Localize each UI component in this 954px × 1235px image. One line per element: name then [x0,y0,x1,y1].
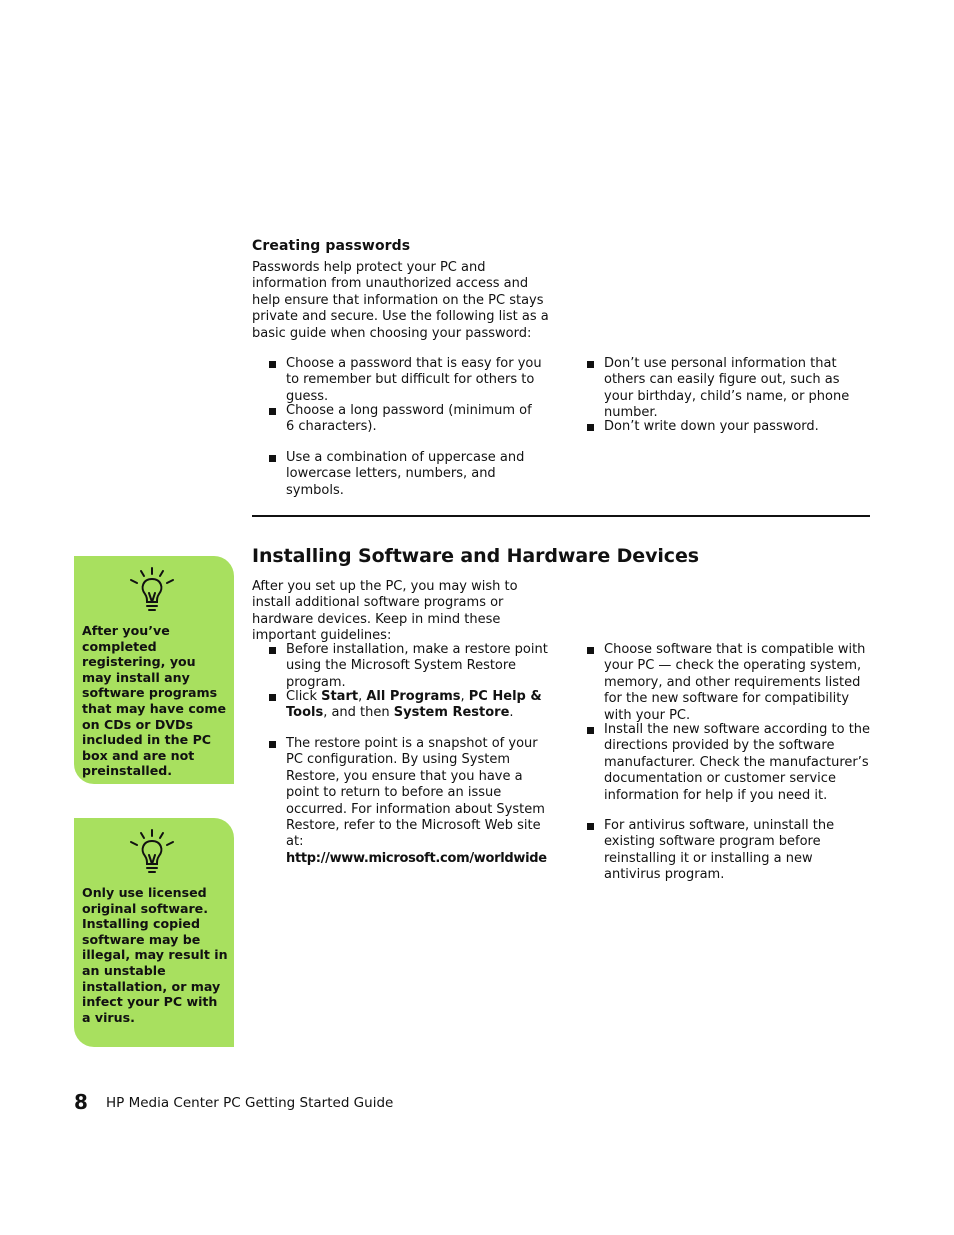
list-item: Before installation, make a restore point using the Microsoft System Restore program. [286,642,552,691]
page-number: 8 [74,1090,88,1114]
installing-heading: Installing Software and Hardware Devices [252,545,699,567]
bullet-square-icon [269,361,276,368]
installing-intro: After you set up the PC, you may wish to install additional software programs or hardware devices. Keep in mind these important guidelines: [252,579,518,644]
tip-text: Only use licensed original software. Installing copied software may be illegal, may result in an unstable installation, or may infect your PC with a virus. [82,885,228,1025]
bullet-square-icon [269,741,276,748]
list-item: Choose a long password (minimum of 6 characters). [286,403,542,436]
bullet-square-icon [269,647,276,654]
bullet-square-icon [269,408,276,415]
bullet-square-icon [269,694,276,701]
bullet-square-icon [587,361,594,368]
list-item: Don’t use personal information that others can easily figure out, such as your birthday, child’s name, or phone number. [604,356,872,422]
list-item: Choose software that is compatible with your PC — check the operating system, memory, and other requirements listed for the new software for compatibility with your PC. [604,642,872,724]
bullet-square-icon [587,647,594,654]
menu-path-all-programs: All Programs [366,689,461,704]
tip-box [74,556,234,784]
list-item: Click Start, All Programs, PC Help & Tools, and then System Restore. [286,689,552,722]
tip-box [74,818,234,1047]
bullet-square-icon [269,455,276,462]
lightbulb-icon [128,828,176,878]
list-item: Install the new software according to the directions provided by the software manufacturer. Check the manufacturer’s documentation or customer service information for help if you need it. [604,722,872,804]
list-item: For antivirus software, uninstall the existing software program before reinstalling it or installing a new antivirus program. [604,818,872,884]
lightbulb-icon [128,566,176,616]
tip-text: After you’ve completed registering, you may install any software programs that may have come on CDs or DVDs included in the PC box and are not preinstalled. [82,623,227,779]
list-item: Use a combination of uppercase and lowercase letters, numbers, and symbols. [286,450,542,499]
list-item: Choose a password that is easy for you to remember but difficult for others to guess. [286,356,542,405]
microsoft-url-link[interactable]: http://www.microsoft.com/worldwide [286,850,547,866]
menu-path-pc-help-tools: PC Help & Tools [286,689,542,721]
menu-path-system-restore: System Restore [393,705,510,721]
list-item: The restore point is a snapshot of your PC configuration. By using System Restore, you ensure that you have a point to return to before an issue occurred. For information about System Restore, refer to the Microsoft Web site at: http://www.microsoft.com/worldwide [286,736,552,867]
bullet-square-icon [587,424,594,431]
section-divider [252,515,870,517]
passwords-intro: Passwords help protect your PC and information from unauthorized access and help ensure that information on the PC stays private and secure. Use the following list as a basic guide when choosing your password: [252,260,549,341]
list-item: Don’t write down your password. [604,419,872,435]
bullet-square-icon [587,823,594,830]
footer-title: HP Media Center PC Getting Started Guide [106,1095,394,1111]
creating-passwords-heading: Creating passwords [252,238,411,254]
bullet-square-icon [587,727,594,734]
menu-path-start: Start [321,689,359,704]
